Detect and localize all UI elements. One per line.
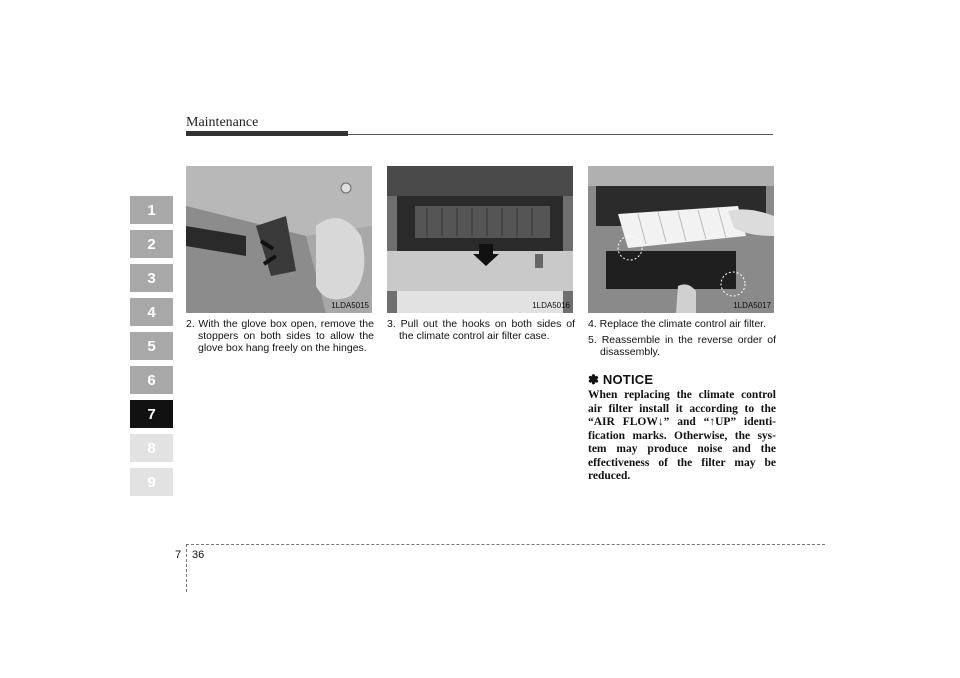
- column-steps-4-5: [588, 318, 776, 484]
- chapter-tab-7[interactable]: 7: [130, 400, 173, 428]
- photo-filter-case-hooks: [387, 166, 573, 313]
- photo-code: 1LDA5015: [331, 301, 369, 310]
- notice-text: When replacing the climate control air filter install it according to the “AIR FLOW↓” and “↑UP” identi-fication marks. Otherwise, the sys-tem may produce noise and the effectiveness of the filter may be reduced.: [588, 389, 776, 482]
- footer-vertical-rule: [186, 544, 187, 592]
- chapter-tab-6[interactable]: 6: [130, 366, 173, 394]
- chapter-tab-4[interactable]: 4: [130, 298, 173, 326]
- chapter-tab-8[interactable]: 8: [130, 434, 173, 462]
- column-step-3: [387, 318, 575, 346]
- footer-chapter-number: 7: [175, 549, 182, 561]
- chapter-tabs: [130, 196, 173, 502]
- header-accent-bar: [186, 131, 348, 136]
- footer-page-number: 36: [192, 549, 205, 561]
- header-rule: [348, 134, 773, 135]
- step-4-text: 4. Replace the climate control air filter.: [588, 318, 766, 330]
- chapter-tab-1[interactable]: 1: [130, 196, 173, 224]
- step-3-text: 3. Pull out the hooks on both sides of the climate control air filter case.: [387, 318, 575, 342]
- footer-rule: [186, 544, 825, 545]
- chapter-tab-9[interactable]: 9: [130, 468, 173, 496]
- chapter-tab-3[interactable]: 3: [130, 264, 173, 292]
- chapter-tab-2[interactable]: 2: [130, 230, 173, 258]
- photo-code: 1LDA5016: [532, 301, 570, 310]
- photo-replace-filter: [588, 166, 774, 313]
- chapter-tab-5[interactable]: 5: [130, 332, 173, 360]
- step-2-text: 2. With the glove box open, remove the stoppers on both sides to allow the glove box hang freely on the hinges.: [186, 318, 374, 354]
- page-header-title: Maintenance: [186, 115, 259, 130]
- step-5-text: 5. Reassemble in the reverse order of disassembly.: [588, 334, 776, 358]
- photo-remove-stoppers: [186, 166, 372, 313]
- notice-title: ✽ NOTICE: [588, 372, 654, 387]
- photo-code: 1LDA5017: [733, 301, 771, 310]
- column-step-2: [186, 318, 374, 358]
